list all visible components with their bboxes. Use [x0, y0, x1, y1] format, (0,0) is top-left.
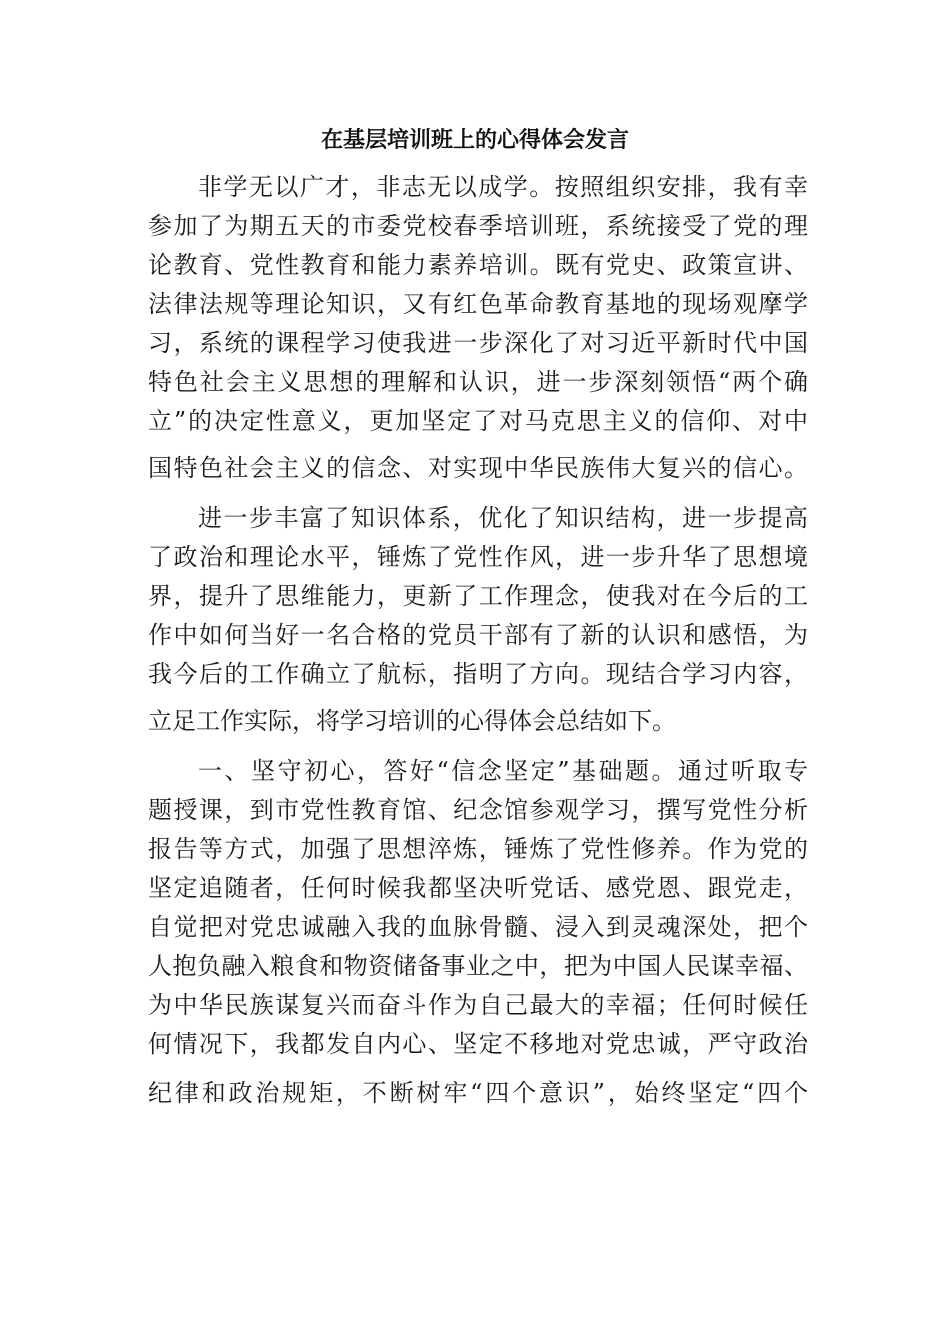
paragraph-line: 界，提升了思维能力，更新了工作理念，使我对在今后的工 — [148, 582, 808, 610]
paragraph-line: 报告等方式，加强了思想淬炼，锤炼了党性修养。作为党的 — [148, 835, 808, 863]
paragraph-line: 习，系统的课程学习使我进一步深化了对习近平新时代中国 — [148, 329, 808, 357]
paragraph-line: 进一步丰富了知识体系，优化了知识结构，进一步提高 — [198, 504, 808, 532]
paragraph-line: 人抱负融入粮食和物资储备事业之中，把为中国人民谋幸福、 — [148, 952, 808, 980]
paragraph-line: 坚定追随者，任何时候我都坚决听党话、感党恩、跟党走， — [148, 874, 808, 902]
paragraph-line: 法律法规等理论知识，又有红色革命教育基地的现场观摩学 — [148, 290, 808, 318]
paragraph-line: 作中如何当好一名合格的党员干部有了新的认识和感悟，为 — [148, 621, 808, 649]
document-title: 在基层培训班上的心得体会发言 — [320, 127, 629, 153]
paragraph-line: 我今后的工作确立了航标，指明了方向。现结合学习内容， — [148, 660, 808, 688]
paragraph-line: 一、坚守初心，答好“信念坚定”基础题。通过听取专 — [198, 757, 808, 785]
paragraph-line: 国特色社会主义的信念、对实现中华民族伟大复兴的信心。 — [148, 454, 808, 482]
paragraph-line: 论教育、党性教育和能力素养培训。既有党史、政策宣讲、 — [148, 251, 808, 279]
paragraph-line: 题授课，到市党性教育馆、纪念馆参观学习，撰写党性分析 — [148, 796, 808, 824]
paragraph-line: 为中华民族谋复兴而奋斗作为自己最大的幸福；任何时候任 — [148, 991, 808, 1019]
paragraph-line: 立足工作实际，将学习培训的心得体会总结如下。 — [148, 707, 676, 735]
paragraph-line: 参加了为期五天的市委党校春季培训班，系统接受了党的理 — [148, 212, 808, 240]
paragraph-line: 立”的决定性意义，更加坚定了对马克思主义的信仰、对中 — [148, 407, 808, 435]
paragraph-line: 了政治和理论水平，锤炼了党性作风，进一步升华了思想境 — [148, 543, 808, 571]
paragraph-line: 特色社会主义思想的理解和认识，进一步深刻领悟“两个确 — [148, 368, 808, 396]
paragraph-line: 自觉把对党忠诚融入我的血脉骨髓、浸入到灵魂深处，把个 — [148, 913, 808, 941]
paragraph-line: 何情况下，我都发自内心、坚定不移地对党忠诚，严守政治 — [148, 1030, 808, 1058]
paragraph-line: 纪律和政治规矩，不断树牢“四个意识”，始终坚定“四个 — [148, 1079, 808, 1107]
paragraph-line: 非学无以广才，非志无以成学。按照组织安排，我有幸 — [198, 173, 808, 201]
